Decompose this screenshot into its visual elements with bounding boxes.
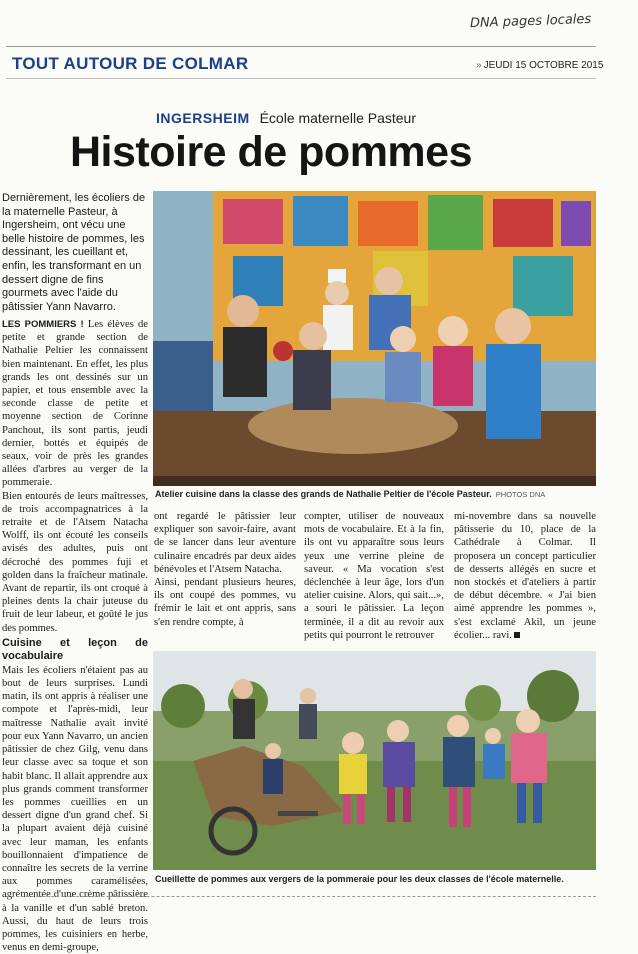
- paragraph-3: Mais les écoliers n'étaient pas au bout de leurs surprises. Lundi matin, ils ont appris à réaliser une compote et l'après-midi, leur maîtresse Nathalie avait invité pour eux Yann Navarro, un ancien pâtissier de chez Gilg, venu dans leur classe avec sa toque et son habit blanc. Il allait apprendre aux plus grands comment transformer les pommes cueillies en un dessert digne d'un grand chef. Si la plupart avaient déjà cuisiné avec leur maman, les enfants bouillonnaient d'impatience de connaître les secrets de la verrine aux pommes caramélisées, agrémentée d'une crème pâtissière à la vanille et d'un sablé breton. Aussi, du haut de leurs trois pommes, les cuisiniers en herbe, venus en demi-groupe,: [2, 664, 148, 954]
- lead-paragraph: Dernièrement, les écoliers de la maternelle Pasteur, à Ingersheim, ont vécu une belle histoire de pommes, les dessinant, les cueillant et, enfin, les transformant en un dessert digne de fins gourmets avec l'aide du pâtissier Yann Navarro.: [2, 192, 146, 313]
- article-kicker: [156, 110, 416, 126]
- end-mark-icon: [514, 632, 520, 638]
- date-text: JEUDI 15 OCTOBRE 2015: [483, 60, 604, 71]
- header-rule: [6, 46, 596, 47]
- header-rule-bottom: [6, 78, 596, 79]
- article-column-1: [2, 318, 148, 954]
- arrow-icon: »: [476, 60, 482, 71]
- photo-caption-1: [155, 489, 545, 499]
- cooking-photo-illustration: [153, 191, 596, 486]
- article-column-3: [304, 510, 444, 642]
- paragraph-4: ont regardé le pâtissier leur expliquer son savoir-faire, avant de se lancer dans leur aventure culinaire encadrés par deux aides bénévoles et l'Atsem Natacha.: [154, 511, 296, 575]
- paragraph-2: Bien entourés de leurs maîtresses, de trois accompagnatrices à la retraite et de l'Atsem Natacha Wolff, ils ont écouté les conseils avisés des adultes, puis ont décroché des pommes fuji et golden dans la fraîcheur matinale. Avant de repartir, ils ont croqué à pleines dents la chair juteuse du fruit de leur labeur, et goûté le jus des pommes.: [2, 490, 148, 634]
- handwritten-note: DNA pages locales: [469, 11, 592, 32]
- paragraph-6: compter, utiliser de nouveaux mots de vocabulaire. Et à la fin, ils ont vu apparaître sous leurs yeux une verrine pleine de saveur. « Ma vocation s'est déclenchée à leur âge, lors d'un atelier cuisine. Alors, qui sait...», a souri le pâtissier. La leçon terminée, il a dit au revoir aux petits qui pourront le retrouver: [304, 511, 444, 641]
- photo-orchard: [153, 651, 596, 870]
- subheading: Cuisine et leçon de vocabulaire: [2, 636, 148, 662]
- kicker-school: École maternelle Pasteur: [259, 110, 416, 126]
- paragraph-1: Les élèves de petite et grande section de Nathalie Peltier les connaissent bien maintenant. En effet, les plus grands les ont dessinés sur un papier, et tous ensemble avec la seconde classe de petite et moyenne section de Corinne Panchout, ils sont partis, jeudi dernier, bottés et équipés de seaux, voir de près les grandes allées d'arbres au verger de la pommeraie.: [2, 319, 148, 489]
- headline: Histoire de pommes: [70, 128, 472, 176]
- photo-cooking-class: [153, 191, 596, 486]
- article-column-4: [454, 510, 596, 642]
- kicker-city: INGERSHEIM: [156, 110, 250, 126]
- runin-heading: LES POMMIERS !: [2, 319, 84, 330]
- photo-credit: PHOTOS DNA: [495, 490, 546, 499]
- bottom-rule: [6, 896, 596, 897]
- orchard-photo-illustration: [153, 651, 596, 870]
- caption-1-text: Atelier cuisine dans la classe des grands de Nathalie Peltier de l'école Pasteur.: [155, 489, 492, 499]
- article-column-2: [154, 510, 296, 629]
- photo-caption-2: Cueillette de pommes aux vergers de la pommeraie pour les deux classes de l'école maternelle.: [155, 874, 564, 884]
- paragraph-5: Ainsi, pendant plusieurs heures, ils ont coupé des pommes, vu frémir le lait et ont appris, sans s'en rendre compte, à: [154, 577, 296, 628]
- date-line: [476, 60, 603, 71]
- paragraph-7: mi-novembre dans sa nouvelle pâtisserie du 10, place de la Cathédrale à Colmar. Il proposera un concept particulier de desserts allégés en sucre et non stockés et d'ateliers à partir de début décembre. « J'ai bien aimé apprendre les pommes », s'est exclamé Akil, un jeune écolier... ravi.: [454, 511, 596, 641]
- section-title: TOUT AUTOUR DE COLMAR: [12, 54, 249, 73]
